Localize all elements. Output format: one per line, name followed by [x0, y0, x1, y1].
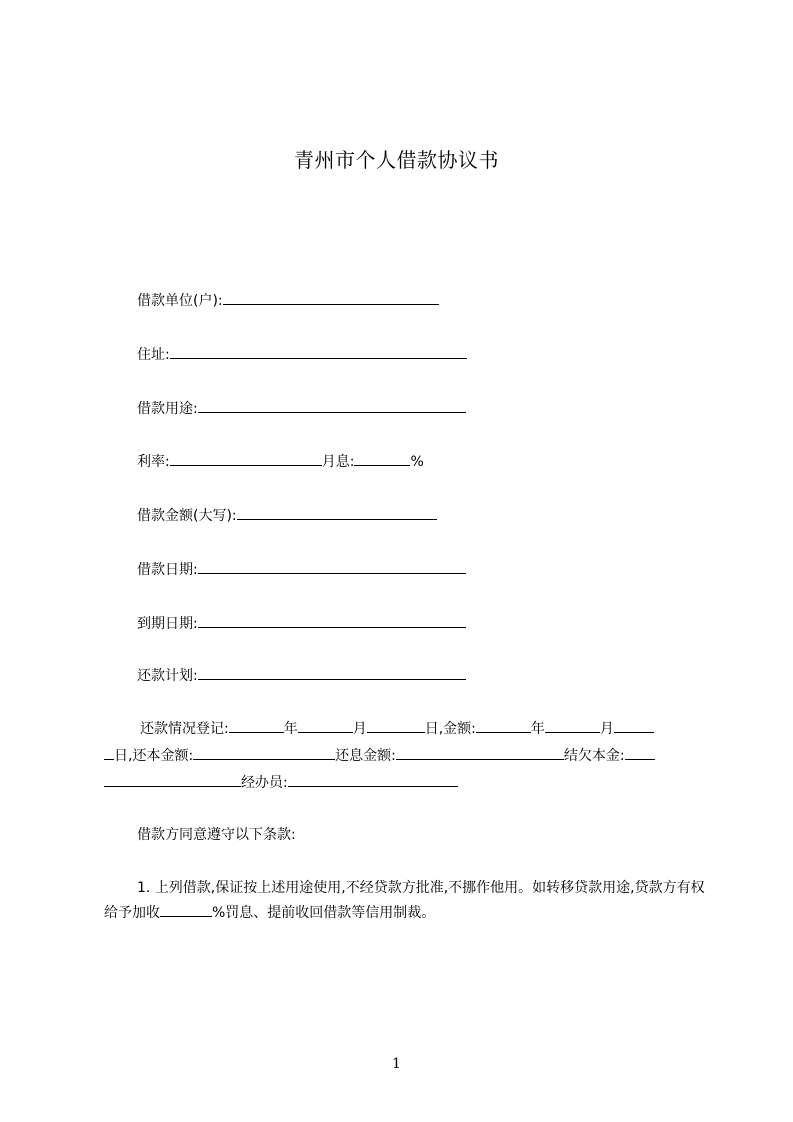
repayment-record-line-2 [104, 746, 655, 765]
repayment-plan-label: 还款计划: [137, 668, 198, 684]
operator-label: 经办员: [241, 775, 288, 791]
amount-year-label: 年 [530, 721, 545, 737]
loan-date-label: 借款日期: [137, 562, 198, 578]
loan-date-blank [198, 560, 466, 574]
repayment-record-line-1 [140, 719, 654, 738]
interest-paid-blank [396, 746, 564, 760]
purpose-field [137, 399, 466, 418]
due-date-label: 到期日期: [137, 616, 198, 632]
interest-paid-label: 还息金额: [335, 748, 396, 764]
due-date-blank [198, 614, 466, 628]
amount-day-blank-part-2 [104, 746, 114, 760]
penalty-rate-blank [160, 903, 212, 917]
clause-1 [104, 876, 714, 926]
principal-label: 还本金额: [132, 748, 194, 764]
interest-rate-label: 利率: [137, 454, 170, 470]
record-year-label: 年 [283, 721, 298, 737]
page-number: 1 [392, 1056, 401, 1072]
amount-day-label: 日, [114, 748, 133, 764]
owed-principal-blank-part-2 [104, 773, 241, 787]
operator-blank [288, 773, 458, 787]
borrower-unit-label: 借款单位(户): [137, 293, 223, 309]
amount-year-blank [476, 719, 531, 733]
percent-sign: % [410, 454, 424, 470]
monthly-interest-blank [354, 452, 410, 466]
record-month-blank [298, 719, 353, 733]
principal-blank [193, 746, 335, 760]
repayment-record-label: 还款情况登记: [140, 721, 229, 737]
record-amount-label: 金额: [443, 721, 476, 737]
purpose-blank [198, 399, 466, 413]
record-day-label: 日, [424, 721, 444, 737]
repayment-plan-field [137, 666, 466, 685]
repayment-record-line-3 [104, 773, 458, 792]
address-label: 住址: [137, 347, 170, 363]
loan-amount-label: 借款金额(大写): [137, 508, 237, 524]
clause-1-text-part-1: 1. 上列借款,保证按上述用途使用,不经贷款方批准,不挪作他用。如转移贷款用途,贷款方有权给予加收 [104, 880, 705, 921]
loan-amount-blank [237, 506, 437, 520]
loan-amount-field [137, 506, 437, 525]
purpose-label: 借款用途: [137, 401, 198, 417]
owed-principal-blank-part-1 [625, 746, 655, 760]
due-date-field [137, 614, 466, 633]
interest-rate-blank [170, 452, 322, 466]
repayment-plan-blank [198, 666, 466, 680]
document-title: 青州市个人借款协议书 [294, 148, 499, 172]
monthly-interest-label: 月息: [321, 454, 355, 470]
amount-day-blank-part-1 [614, 719, 654, 733]
owed-principal-label: 结欠本金: [563, 748, 625, 764]
loan-date-field [137, 560, 466, 579]
interest-rate-field [137, 452, 424, 471]
terms-heading: 借款方同意遵守以下条款: [137, 827, 296, 843]
borrower-unit-field [137, 291, 439, 310]
record-day-blank [367, 719, 425, 733]
clause-1-text-part-2: %罚息、提前收回借款等信用制裁。 [212, 905, 436, 921]
record-month-label: 月 [352, 721, 367, 737]
address-field [137, 345, 467, 364]
amount-month-label: 月 [599, 721, 614, 737]
amount-month-blank [545, 719, 600, 733]
address-blank [170, 345, 467, 359]
record-year-blank [229, 719, 284, 733]
borrower-unit-blank [223, 291, 439, 305]
